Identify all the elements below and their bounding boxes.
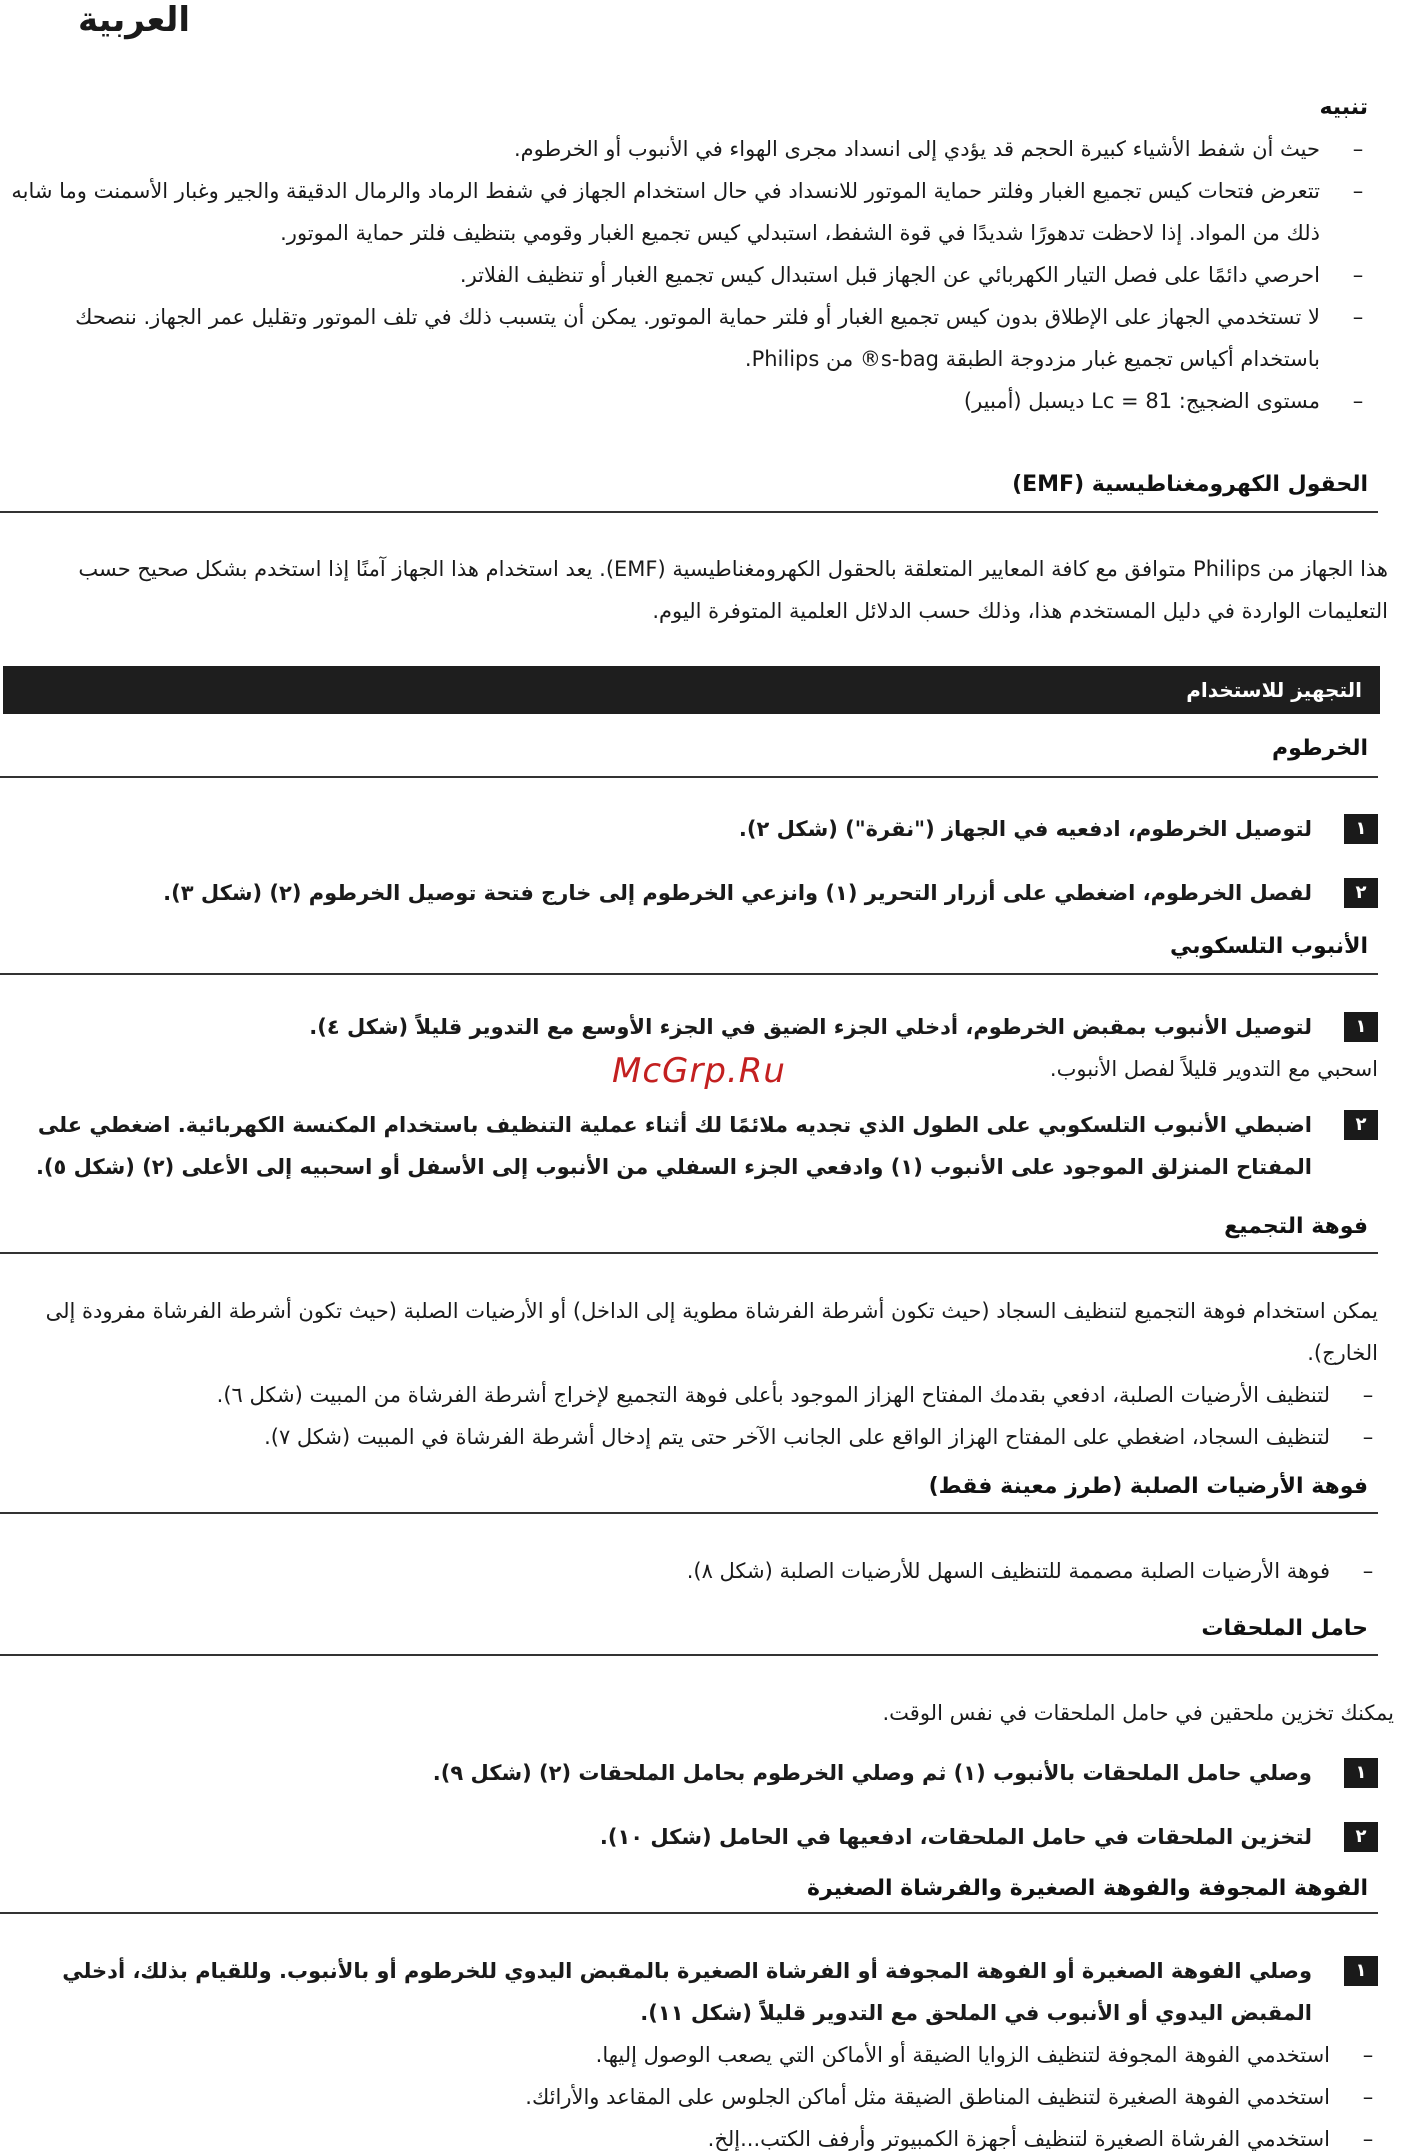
caution-item: – مستوى الضجيج: Lc = 81 ديسبل (أمبير) (0, 380, 1368, 422)
section-banner: التجهيز للاستخدام (3, 666, 1380, 714)
nozzle-heading: فوهة التجميع (1224, 1214, 1368, 1239)
emf-heading: الحقول الكهرومغناطيسية (EMF) (1012, 472, 1368, 497)
hose-heading-block (0, 736, 1368, 761)
step-number: ١ (1344, 1956, 1378, 1986)
step-item: ١ لتوصيل الخرطوم، ادفعيه في الجهاز ("نقرة") (شكل ٢). (0, 808, 1378, 850)
nozzle-heading-block (0, 1214, 1368, 1239)
caution-list (0, 128, 1368, 422)
holder-steps (0, 1752, 1378, 1858)
dash-bullet: – (1352, 305, 1364, 329)
step-note: اسحبي مع التدوير قليلاً لفصل الأنبوب. (1049, 1057, 1378, 1081)
small-heading-block (0, 1876, 1368, 1901)
tube-steps (0, 1006, 1378, 1188)
step-number: ١ (1344, 1758, 1378, 1788)
small-body (20, 1950, 1378, 2151)
emf-section (0, 472, 1368, 497)
step-item: ١ وصلي حامل الملحقات بالأنبوب (١) ثم وصلي الخرطوم بحامل الملحقات (٢) (شكل ٩). (0, 1752, 1378, 1794)
section-rule (0, 1252, 1378, 1254)
dash-bullet: – (1352, 389, 1364, 413)
dash-bullet: – (1362, 2127, 1374, 2151)
section-rule (0, 776, 1378, 778)
small-item: – استخدمي الفوهة الصغيرة لتنظيف المناطق الضيقة مثل أماكن الجلوس على المقاعد والأرائك. (20, 2076, 1378, 2118)
holder-body (0, 1692, 1394, 1734)
nozzle-list (8, 1374, 1378, 1458)
dash-bullet: – (1362, 1425, 1374, 1449)
step-item: ٢ اضبطي الأنبوب التلسكوبي على الطول الذي تجديه ملائمًا لك أثناء عملية التنظيف باستخدام المكنسة الكهربائية. اضغطي على المفتاح المنزلق الموجود على الأنبوب (١) وادفعي الجزء السفلي من الأنبوب إلى الأسفل أو اسحبيه إلى الأعلى (٢) (شكل ٥). (0, 1104, 1378, 1188)
step-number: ٢ (1344, 1110, 1378, 1140)
section-rule (0, 1512, 1378, 1514)
small-item: – استخدمي الفوهة المجوفة لتنظيف الزوايا الضيقة أو الأماكن التي يصعب الوصول إليها. (20, 2034, 1378, 2076)
caution-heading: تنبيه (1319, 95, 1368, 120)
nozzle-body (8, 1290, 1378, 1458)
hose-heading: الخرطوم (1272, 736, 1368, 761)
caution-item: – تتعرض فتحات كيس تجميع الغبار وفلتر حماية الموتور للانسداد في حال استخدام الجهاز في شفط الرماد والرمال الدقيقة والجير وغبار الأسمنت وما شابه ذلك من المواد. إذا لاحظت تدهورًا شديدًا في قوة الشفط، استبدلي كيس تجميع الغبار وقومي بتنظيف فلتر حماية الموتور. (0, 170, 1368, 254)
emf-text-block (12, 548, 1388, 632)
step-number: ٢ (1344, 1822, 1378, 1852)
step-number: ١ (1344, 814, 1378, 844)
nozzle-item: – لتنظيف الأرضيات الصلبة، ادفعي بقدمك المفتاح الهزاز الموجود بأعلى فوهة التجميع لإخراج أشرطة الفرشاة من المبيت (شكل ٦). (8, 1374, 1378, 1416)
nozzle-item: – لتنظيف السجاد، اضغطي على المفتاح الهزاز الواقع على الجانب الآخر حتى يتم إدخال أشرطة الفرشاة في المبيت (شكل ٧). (8, 1416, 1378, 1458)
caution-item: – حيث أن شفط الأشياء كبيرة الحجم قد يؤدي إلى انسداد مجرى الهواء في الأنبوب أو الخرطوم. (0, 128, 1368, 170)
small-list (20, 2034, 1378, 2151)
step-number: ١ (1344, 1012, 1378, 1042)
tube-heading: الأنبوب التلسكوبي (1170, 934, 1368, 959)
holder-heading-block (0, 1616, 1368, 1641)
caution-item: – احرصي دائمًا على فصل التيار الكهربائي عن الجهاز قبل استبدال كيس تجميع الغبار أو تنظيف الفلاتر. (0, 254, 1368, 296)
small-heading: الفوهة المجوفة والفوهة الصغيرة والفرشاة الصغيرة (807, 1876, 1368, 1901)
section-rule (0, 1912, 1378, 1914)
watermark-text: McGrp.Ru (612, 1051, 786, 1091)
language-title: العربية (78, 0, 191, 40)
tube-heading-block (0, 934, 1368, 959)
step-number: ٢ (1344, 878, 1378, 908)
dash-bullet: – (1352, 263, 1364, 287)
section-rule (0, 511, 1378, 513)
dash-bullet: – (1362, 2085, 1374, 2109)
caution-item: – لا تستخدمي الجهاز على الإطلاق بدون كيس تجميع الغبار أو فلتر حماية الموتور. يمكن أن يتسبب ذلك في تلف الموتور وتقليل عمر الجهاز. ننصحك باستخدام أكياس تجميع غبار مزدوجة الطبقة s-bag® من Philips. (0, 296, 1368, 380)
holder-heading: حامل الملحقات (1201, 1616, 1368, 1641)
holder-text: يمكنك تخزين ملحقين في حامل الملحقات في نفس الوقت. (882, 1701, 1394, 1725)
hardfloor-heading-block (0, 1474, 1368, 1499)
section-rule (0, 1654, 1378, 1656)
dash-bullet: – (1362, 1383, 1374, 1407)
step-item: ١ لتوصيل الأنبوب بمقبض الخرطوم، أدخلي الجزء الضيق في الجزء الأوسع مع التدوير قليلاً (شكل ٤). (0, 1006, 1378, 1048)
step-item: ٢ لتخزين الملحقات في حامل الملحقات، ادفعيها في الحامل (شكل ١٠). (0, 1816, 1378, 1858)
dash-bullet: – (1352, 179, 1364, 203)
hose-steps (0, 808, 1378, 914)
emf-text: هذا الجهاز من Philips متوافق مع كافة المعايير المتعلقة بالحقول الكهرومغناطيسية (EMF). يعد استخدام هذا الجهاز آمنًا إذا استخدم بشكل صحيح حسب التعليمات الواردة في دليل المستخدم هذا، وذلك حسب الدلائل العلمية المتوفرة اليوم. (78, 557, 1388, 623)
dash-bullet: – (1352, 137, 1364, 161)
hardfloor-list (0, 1550, 1378, 1592)
nozzle-text: يمكن استخدام فوهة التجميع لتنظيف السجاد (حيث تكون أشرطة الفرشاة مطوية إلى الداخل) أو الأرضيات الصلبة (حيث تكون أشرطة الفرشاة مفرودة إلى الخارج). (45, 1299, 1378, 1365)
step-item: ١ وصلي الفوهة الصغيرة أو الفوهة المجوفة أو الفرشاة الصغيرة بالمقبض اليدوي للخرطوم أو بالأنبوب. وللقيام بذلك، أدخلي المقبض اليدوي أو الأنبوب في الملحق مع التدوير قليلاً (شكل ١١). (20, 1950, 1378, 2034)
section-rule (0, 973, 1378, 975)
hardfloor-item: – فوهة الأرضيات الصلبة مصممة للتنظيف السهل للأرضيات الصلبة (شكل ٨). (0, 1550, 1378, 1592)
small-item: – استخدمي الفرشاة الصغيرة لتنظيف أجهزة الكمبيوتر وأرفف الكتب...إلخ. (20, 2118, 1378, 2151)
caution-section (0, 92, 1368, 422)
dash-bullet: – (1362, 2043, 1374, 2067)
step-item: ٢ لفصل الخرطوم، اضغطي على أزرار التحرير (١) وانزعي الخرطوم إلى خارج فتحة توصيل الخرطوم (٢) (شكل ٣). (0, 872, 1378, 914)
hardfloor-heading: فوهة الأرضيات الصلبة (طرز معينة فقط) (928, 1474, 1368, 1499)
dash-bullet: – (1362, 1559, 1374, 1583)
hardfloor-body (0, 1550, 1378, 1592)
